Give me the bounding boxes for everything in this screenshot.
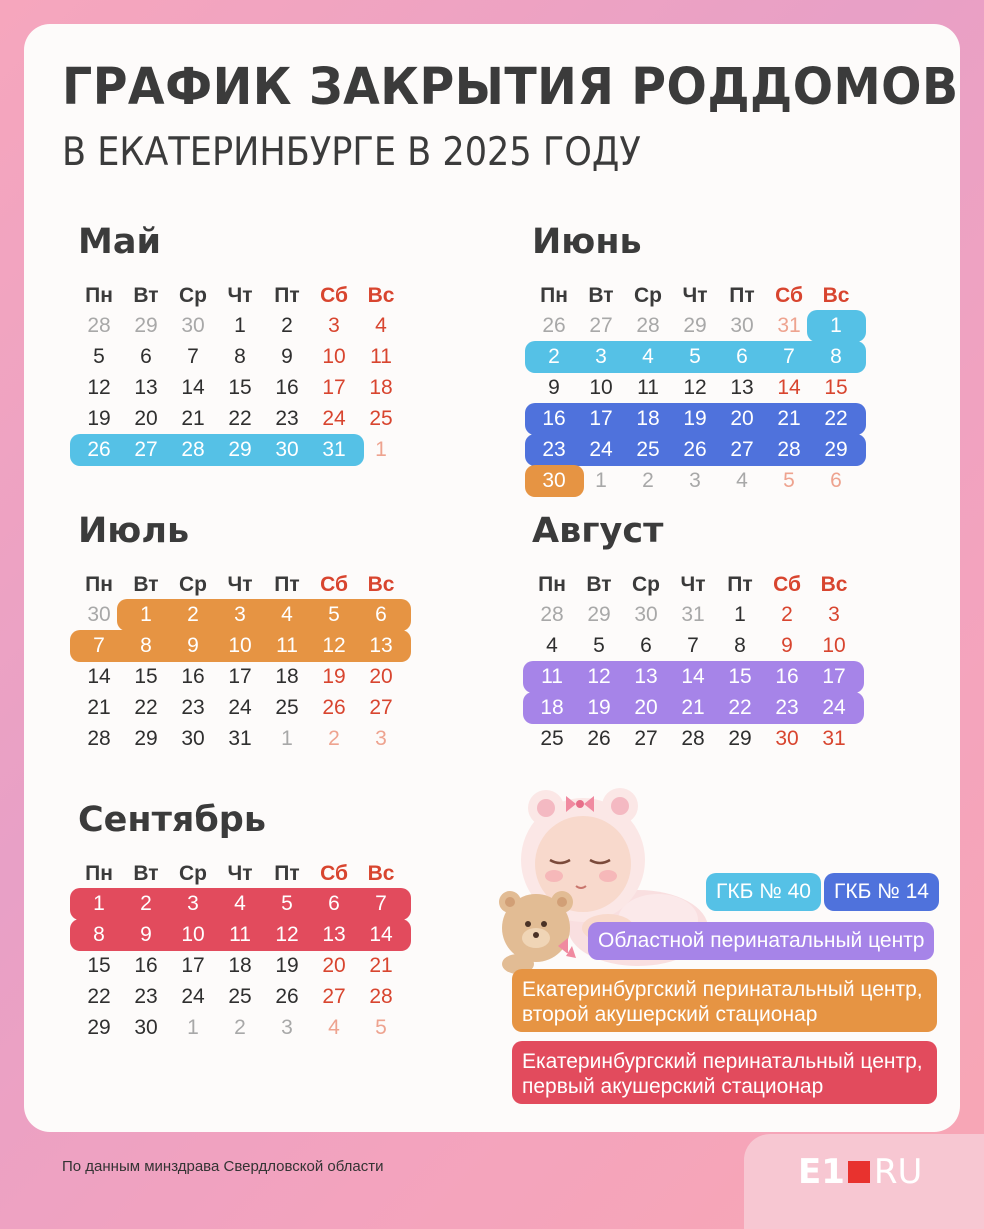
calendar-day: 18: [369, 376, 393, 399]
calendar-day-outside-month: 1: [187, 1016, 199, 1039]
calendar-day-outside-month: 3: [375, 727, 387, 750]
weekday-label: Пн: [85, 573, 113, 596]
calendar-day-outside-month: 31: [777, 314, 801, 337]
weekday-label: Пн: [85, 284, 113, 307]
calendar-day: 26: [322, 696, 346, 719]
calendar-day-outside-month: 29: [134, 314, 158, 337]
calendar-day: 15: [134, 665, 158, 688]
calendar-day: 28: [369, 985, 393, 1008]
calendar-day-closed: 5: [328, 603, 340, 626]
calendar-day-closed: 17: [589, 407, 613, 430]
calendar-day: 30: [775, 727, 799, 750]
legend-gkb-14: ГКБ № 14: [824, 873, 939, 911]
calendar-day: 29: [728, 727, 752, 750]
calendar-day: 21: [181, 407, 205, 430]
calendar-day-outside-month: 2: [328, 727, 340, 750]
calendar-day: 28: [681, 727, 705, 750]
calendar-day-outside-month: 5: [375, 1016, 387, 1039]
calendar-day: 30: [181, 727, 205, 750]
legend-line: первый акушерский стационар: [522, 1075, 824, 1098]
calendar-day-closed: 7: [93, 634, 105, 657]
calendar-day-outside-month: 6: [830, 469, 842, 492]
calendar-day: 1: [234, 314, 246, 337]
calendar-day-closed: 14: [681, 665, 705, 688]
weekday-label: Чт: [680, 573, 706, 596]
calendar-day: 17: [322, 376, 346, 399]
calendar-day-outside-month: 3: [689, 469, 701, 492]
calendar-day-closed: 1: [140, 603, 152, 626]
calendar-day-outside-month: 28: [636, 314, 660, 337]
calendar-day: 22: [134, 696, 158, 719]
calendar-day-closed: 12: [587, 665, 611, 688]
weekday-label: Пт: [274, 573, 300, 596]
calendar-day-closed: 2: [140, 892, 152, 915]
legend-line: Екатеринбургский перинатальный центр,: [522, 978, 923, 1001]
calendar-day-closed: 3: [595, 345, 607, 368]
calendar-day-closed: 1: [830, 314, 842, 337]
calendar-day: 25: [540, 727, 564, 750]
calendar-day-closed: 9: [187, 634, 199, 657]
calendar-day: 9: [281, 345, 293, 368]
calendar-day: 24: [181, 985, 205, 1008]
month-title: Сентябрь: [78, 800, 266, 840]
weekday-label: Вс: [820, 573, 848, 596]
calendar-day: 4: [546, 634, 558, 657]
calendar-day: 24: [322, 407, 346, 430]
calendar-day: 30: [134, 1016, 158, 1039]
calendar-day-closed: 6: [736, 345, 748, 368]
calendar-day: 5: [593, 634, 605, 657]
calendar-day-closed: 16: [542, 407, 566, 430]
calendar-day: 22: [228, 407, 252, 430]
legend-ekb-perinatal-second: [512, 969, 937, 1032]
calendar-day-closed: 29: [824, 438, 848, 461]
weekday-label: Вс: [367, 862, 395, 885]
calendar-day: 6: [640, 634, 652, 657]
calendar-day-closed: 4: [281, 603, 293, 626]
weekday-label: Сб: [320, 862, 348, 885]
calendar-day: 25: [228, 985, 252, 1008]
weekday-label: Вс: [367, 573, 395, 596]
calendar-day-closed: 30: [275, 438, 299, 461]
month-title: Июнь: [532, 222, 642, 262]
calendar-day-closed: 18: [540, 696, 564, 719]
weekday-label: Пт: [727, 573, 753, 596]
calendar-day-closed: 7: [375, 892, 387, 915]
calendar-day-outside-month: 27: [589, 314, 613, 337]
calendar-day: 23: [275, 407, 299, 430]
calendar-day: 23: [134, 985, 158, 1008]
calendar-day: 25: [369, 407, 393, 430]
month-title: Июль: [78, 511, 190, 551]
weekday-label: Вс: [822, 284, 850, 307]
weekday-label: Сб: [775, 284, 803, 307]
calendar-day-outside-month: 28: [87, 314, 111, 337]
calendar-day: 18: [275, 665, 299, 688]
calendar-day: 18: [228, 954, 252, 977]
weekday-label: Вт: [133, 573, 159, 596]
calendar-day: 25: [275, 696, 299, 719]
calendar-day-closed: 12: [322, 634, 346, 657]
calendar-day: 28: [87, 727, 111, 750]
calendar-day-outside-month: 4: [328, 1016, 340, 1039]
calendar-day: 24: [228, 696, 252, 719]
calendar-day-closed: 1: [93, 892, 105, 915]
page-subtitle: В ЕКАТЕРИНБУРГЕ В 2025 ГОДУ: [62, 130, 641, 175]
calendar-day-outside-month: 1: [281, 727, 293, 750]
calendar-day: 11: [637, 376, 659, 399]
calendar-day-closed: 28: [777, 438, 801, 461]
calendar-day: 31: [822, 727, 846, 750]
calendar-day-outside-month: 1: [375, 438, 387, 461]
calendar-day-closed: 3: [187, 892, 199, 915]
calendar-day-outside-month: 30: [181, 314, 205, 337]
calendar-day-closed: 3: [234, 603, 246, 626]
calendar-day: 3: [828, 603, 840, 626]
legend-line: Екатеринбургский перинатальный центр,: [522, 1050, 923, 1073]
weekday-label: Ср: [179, 862, 207, 885]
calendar-day-outside-month: 2: [642, 469, 654, 492]
calendar-day: 29: [134, 727, 158, 750]
calendar-day: 6: [140, 345, 152, 368]
calendar-day-closed: 8: [93, 923, 105, 946]
calendar-day-outside-month: 1: [595, 469, 607, 492]
calendar-day: 15: [228, 376, 252, 399]
weekday-label: Пт: [729, 284, 755, 307]
calendar-day-closed: 22: [824, 407, 848, 430]
weekday-label: Пт: [274, 862, 300, 885]
calendar-day: 19: [275, 954, 299, 977]
calendar-day-closed: 29: [228, 438, 252, 461]
calendar-day: 17: [181, 954, 205, 977]
legend-ekb-perinatal-first: [512, 1041, 937, 1104]
calendar-day-closed: 5: [689, 345, 701, 368]
logo-text-left: E1: [798, 1152, 845, 1192]
calendar-day: 2: [281, 314, 293, 337]
calendar-day: 9: [548, 376, 560, 399]
calendar-day: 16: [134, 954, 158, 977]
calendar-day: 20: [369, 665, 393, 688]
calendar-day: 26: [275, 985, 299, 1008]
weekday-label: Вт: [586, 573, 612, 596]
calendar-day-closed: 13: [369, 634, 393, 657]
calendar-day-closed: 27: [134, 438, 158, 461]
calendar-day-closed: 26: [87, 438, 111, 461]
calendar-day: 12: [683, 376, 707, 399]
calendar-day: 11: [370, 345, 392, 368]
calendar-day-closed: 12: [275, 923, 299, 946]
calendar-day: 3: [328, 314, 340, 337]
calendar-day-outside-month: 31: [681, 603, 705, 626]
calendar-day-closed: 20: [730, 407, 754, 430]
calendar-day-closed: 19: [683, 407, 707, 430]
calendar-day: 12: [87, 376, 111, 399]
weekday-label: Вт: [588, 284, 614, 307]
calendar-day-closed: 11: [541, 665, 563, 688]
calendar-day: 2: [781, 603, 793, 626]
calendar-day: 17: [228, 665, 252, 688]
legend-line: второй акушерский стационар: [522, 1003, 818, 1026]
weekday-label: Чт: [227, 573, 253, 596]
calendar-day: 26: [587, 727, 611, 750]
calendar-day-closed: 31: [322, 438, 346, 461]
calendar-day: 19: [87, 407, 111, 430]
calendar-day-closed: 24: [822, 696, 846, 719]
calendar-day: 19: [322, 665, 346, 688]
calendar-day-closed: 22: [728, 696, 752, 719]
calendar-day-closed: 21: [777, 407, 801, 430]
weekday-label: Пт: [274, 284, 300, 307]
weekday-label: Чт: [227, 284, 253, 307]
calendar-day-closed: 2: [187, 603, 199, 626]
calendar-day-outside-month: 4: [736, 469, 748, 492]
calendar-day-closed: 11: [276, 634, 298, 657]
calendar-day-closed: 7: [783, 345, 795, 368]
weekday-label: Чт: [227, 862, 253, 885]
weekday-label: Вт: [133, 862, 159, 885]
calendar-day: 27: [634, 727, 658, 750]
legend-regional-perinatal-center: Областной перинатальный центр: [588, 922, 934, 960]
calendar-day-closed: 18: [636, 407, 660, 430]
weekday-label: Ср: [179, 284, 207, 307]
calendar-day-outside-month: 2: [234, 1016, 246, 1039]
calendar-day: 23: [181, 696, 205, 719]
calendar-day-closed: 9: [140, 923, 152, 946]
calendar-day: 10: [589, 376, 613, 399]
logo-square-icon: [848, 1161, 870, 1183]
weekday-label: Сб: [773, 573, 801, 596]
calendar-day-closed: 8: [830, 345, 842, 368]
weekday-label: Ср: [179, 573, 207, 596]
logo-text-right: RU: [873, 1152, 923, 1192]
calendar-day-closed: 17: [822, 665, 846, 688]
calendar-day: 27: [369, 696, 393, 719]
calendar-day-closed: 6: [328, 892, 340, 915]
calendar-day: 9: [781, 634, 793, 657]
calendar-day-closed: 20: [634, 696, 658, 719]
calendar-day: 13: [134, 376, 158, 399]
weekday-label: Вт: [133, 284, 159, 307]
calendar-day: 7: [687, 634, 699, 657]
month-title: Май: [78, 222, 161, 262]
calendar-day: 31: [228, 727, 252, 750]
calendar-day: 15: [824, 376, 848, 399]
calendar-day-closed: 25: [636, 438, 660, 461]
calendar-day: 7: [187, 345, 199, 368]
weekday-label: Пн: [85, 862, 113, 885]
calendar-day-closed: 28: [181, 438, 205, 461]
calendar-day-closed: 13: [322, 923, 346, 946]
calendar-day-outside-month: 28: [540, 603, 564, 626]
calendar-day: 15: [87, 954, 111, 977]
calendar-day-closed: 6: [375, 603, 387, 626]
calendar-day-outside-month: 30: [634, 603, 658, 626]
calendar-day-closed: 24: [589, 438, 613, 461]
calendar-day: 20: [322, 954, 346, 977]
weekday-label: Вс: [367, 284, 395, 307]
calendar-day-closed: 4: [642, 345, 654, 368]
calendar-day: 22: [87, 985, 111, 1008]
calendar-day: 21: [87, 696, 111, 719]
legend-gkb-40: ГКБ № 40: [706, 873, 821, 911]
calendar-day: 21: [369, 954, 393, 977]
calendar-day: 20: [134, 407, 158, 430]
calendar-day-closed: 16: [775, 665, 799, 688]
e1-logo[interactable]: [798, 1150, 922, 1194]
calendar-day-outside-month: 30: [87, 603, 111, 626]
calendar-day: 10: [822, 634, 846, 657]
calendar-day-closed: 19: [587, 696, 611, 719]
calendar-day: 16: [181, 665, 205, 688]
calendar-day-closed: 10: [181, 923, 205, 946]
calendar-day: 29: [87, 1016, 111, 1039]
calendar-day: 14: [777, 376, 801, 399]
weekday-label: Пн: [538, 573, 566, 596]
page-title: ГРАФИК ЗАКРЫТИЯ РОДДОМОВ: [62, 58, 959, 117]
calendar-day-closed: 5: [281, 892, 293, 915]
calendar-day: 4: [375, 314, 387, 337]
calendar-day-closed: 10: [228, 634, 252, 657]
calendar-day: 8: [734, 634, 746, 657]
calendar-day-closed: 26: [683, 438, 707, 461]
weekday-label: Ср: [632, 573, 660, 596]
calendar-day: 16: [275, 376, 299, 399]
month-title: Август: [532, 511, 664, 551]
weekday-label: Сб: [320, 284, 348, 307]
calendar-day: 14: [87, 665, 111, 688]
calendar-day: 13: [730, 376, 754, 399]
calendar-day-closed: 27: [730, 438, 754, 461]
calendar-day-closed: 13: [634, 665, 658, 688]
calendar-day-closed: 14: [369, 923, 393, 946]
calendar-day-closed: 21: [681, 696, 705, 719]
calendar-day: 14: [181, 376, 205, 399]
weekday-label: Ср: [634, 284, 662, 307]
calendar-day-outside-month: 5: [783, 469, 795, 492]
calendar-day-closed: 2: [548, 345, 560, 368]
calendar-day-outside-month: 26: [542, 314, 566, 337]
calendar-day-outside-month: 30: [730, 314, 754, 337]
calendar-day: 1: [734, 603, 746, 626]
calendar-day: 27: [322, 985, 346, 1008]
weekday-label: Пн: [540, 284, 568, 307]
calendar-day-closed: 23: [775, 696, 799, 719]
calendar-day-closed: 8: [140, 634, 152, 657]
weekday-label: Чт: [682, 284, 708, 307]
source-note: По данным минздрава Свердловской области: [62, 1158, 384, 1175]
calendar-day-closed: 30: [542, 469, 566, 492]
calendar-day: 5: [93, 345, 105, 368]
calendar-day-closed: 23: [542, 438, 566, 461]
calendar-day-closed: 15: [728, 665, 752, 688]
calendar-day-outside-month: 3: [281, 1016, 293, 1039]
calendar-day-closed: 4: [234, 892, 246, 915]
calendar-day: 10: [322, 345, 346, 368]
calendar-day-outside-month: 29: [587, 603, 611, 626]
calendar-day: 8: [234, 345, 246, 368]
calendar-day-closed: 11: [229, 923, 251, 946]
weekday-label: Сб: [320, 573, 348, 596]
calendar-day-outside-month: 29: [683, 314, 707, 337]
